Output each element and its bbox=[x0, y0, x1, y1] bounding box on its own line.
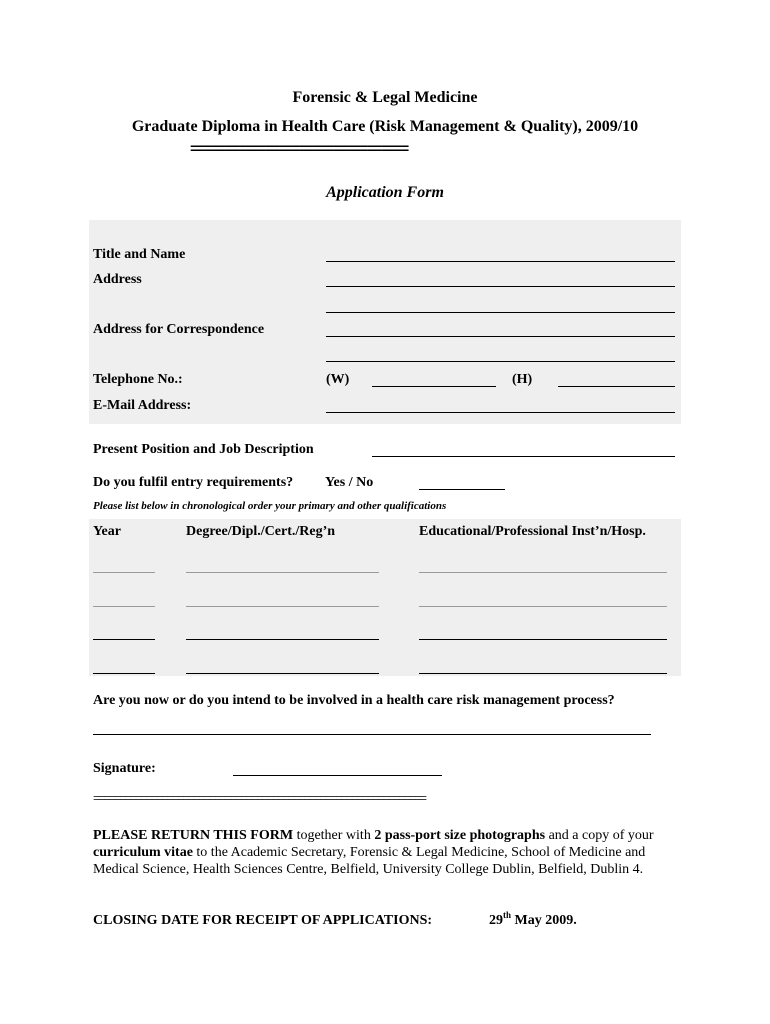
closing-date bbox=[489, 910, 577, 929]
telephone-label: Telephone No.: bbox=[93, 372, 183, 387]
entry-requirements-field[interactable] bbox=[419, 489, 505, 490]
address-label: Address bbox=[93, 272, 142, 287]
telephone-home-field[interactable] bbox=[558, 386, 675, 387]
closing-date-label: CLOSING DATE FOR RECEIPT OF APPLICATIONS: bbox=[93, 913, 433, 928]
qualification-year-field[interactable] bbox=[93, 639, 155, 640]
address-field-line-2[interactable] bbox=[326, 312, 675, 313]
telephone-work-field[interactable] bbox=[372, 386, 496, 387]
title-name-field[interactable] bbox=[326, 261, 675, 262]
telephone-work-label: (W) bbox=[326, 372, 350, 387]
qualification-degree-field[interactable] bbox=[186, 606, 379, 607]
form-title: Application Form bbox=[326, 184, 444, 201]
closing-day: 29 bbox=[489, 913, 503, 928]
qualification-degree-field[interactable] bbox=[186, 639, 379, 640]
qualification-degree-field[interactable] bbox=[186, 673, 379, 674]
return-text-1: together with bbox=[293, 828, 375, 843]
closing-month-year: May 2009. bbox=[511, 913, 577, 928]
risk-management-question: Are you now or do you intend to be involved in a health care risk management process? bbox=[93, 693, 615, 708]
return-instructions bbox=[93, 827, 683, 878]
position-label: Present Position and Job Description bbox=[93, 442, 314, 457]
qualification-degree-field[interactable] bbox=[186, 572, 379, 573]
qualification-institution-field[interactable] bbox=[419, 606, 667, 607]
bottom-rule: =============================================================== bbox=[93, 792, 426, 806]
photographs-emphasis: 2 pass-port size photographs bbox=[374, 828, 546, 843]
header-rule: ================================ bbox=[190, 142, 408, 158]
qualification-institution-field[interactable] bbox=[419, 639, 667, 640]
telephone-home-label: (H) bbox=[512, 372, 533, 387]
closing-day-suffix: th bbox=[503, 910, 512, 920]
year-header: Year bbox=[93, 524, 121, 539]
entry-requirements-label: Do you fulfil entry requirements? bbox=[93, 475, 294, 490]
email-field[interactable] bbox=[326, 412, 675, 413]
qualification-year-field[interactable] bbox=[93, 606, 155, 607]
address-correspondence-field-line-2[interactable] bbox=[326, 361, 675, 362]
qualification-institution-field[interactable] bbox=[419, 572, 667, 573]
signature-field[interactable] bbox=[233, 775, 442, 776]
qualifications-instruction: Please list below in chronological order your primary and other qualifications bbox=[93, 500, 447, 512]
address-field-line-1[interactable] bbox=[326, 286, 675, 287]
email-label: E-Mail Address: bbox=[93, 398, 192, 413]
risk-management-answer-field[interactable] bbox=[93, 734, 651, 735]
institution-header: Educational/Professional Inst’n/Hosp. bbox=[419, 524, 646, 539]
yes-no-label: Yes / No bbox=[325, 475, 374, 490]
cv-emphasis: curriculum vitae bbox=[93, 845, 193, 860]
signature-label: Signature: bbox=[93, 761, 156, 776]
return-form-emphasis: PLEASE RETURN THIS FORM bbox=[93, 828, 294, 843]
return-text-2: and a copy of your bbox=[545, 828, 654, 843]
address-correspondence-label: Address for Correspondence bbox=[93, 322, 265, 337]
programme-title: Graduate Diploma in Health Care (Risk Management & Quality), 2009/10 bbox=[131, 118, 639, 135]
qualification-year-field[interactable] bbox=[93, 673, 155, 674]
qualifications-panel bbox=[89, 519, 681, 676]
address-correspondence-field-line-1[interactable] bbox=[326, 336, 675, 337]
degree-header: Degree/Dipl./Cert./Reg’n bbox=[186, 524, 336, 539]
title-name-label: Title and Name bbox=[93, 247, 186, 262]
qualification-year-field[interactable] bbox=[93, 572, 155, 573]
position-field[interactable] bbox=[372, 456, 675, 457]
department-title: Forensic & Legal Medicine bbox=[292, 89, 478, 106]
qualification-institution-field[interactable] bbox=[419, 673, 667, 674]
return-text-3: to the Academic Secretary, Forensic & Legal Medicine, School of Medicine and Medical Science, Health Sciences Centre, Belfield, University College Dublin, Belfield, Dublin 4. bbox=[93, 845, 646, 877]
